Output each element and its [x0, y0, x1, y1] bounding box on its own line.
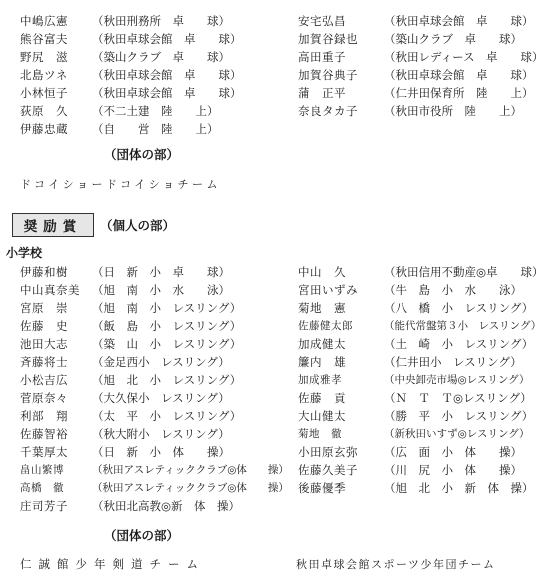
person-name: 後藤優季: [298, 481, 346, 495]
person-name: 加成雅孝: [298, 374, 342, 386]
list-item: [298, 263, 544, 281]
person-name: 佐藤健太郎: [298, 320, 353, 332]
list-item: [20, 461, 289, 479]
team-section-heading: （団体の部）: [104, 147, 180, 162]
affiliation: （築山クラブ 卓 球）: [384, 32, 522, 46]
affiliation: （金足西小 レスリング）: [92, 355, 230, 369]
list-item: [298, 371, 529, 389]
person-name: 小田原玄弥: [298, 445, 358, 459]
person-name: 荻原 久: [20, 104, 68, 118]
affiliation: （秋田アスレティッククラブ◎体 操）: [92, 482, 289, 494]
list-item: [20, 120, 219, 138]
person-name: 中山 久: [298, 265, 346, 279]
affiliation: （勝 平 小 レスリング）: [384, 409, 534, 423]
list-item: [20, 102, 219, 120]
team-section-heading: （団体の部）: [104, 528, 180, 543]
person-name: 斉藤将士: [20, 355, 68, 369]
affiliation: （秋田信用不動産◎卓 球）: [384, 265, 544, 279]
list-item: [20, 407, 241, 425]
person-name: 佐藤久美子: [298, 463, 358, 477]
team-name-right: 秋田卓球会館スポーツ少年団チーム: [296, 558, 496, 571]
affiliation: （秋田レディース 卓 球）: [384, 50, 544, 64]
award-title-box: 奨励賞: [12, 213, 94, 237]
affiliation: （秋田卓球会館 卓 球）: [384, 68, 534, 82]
affiliation: （不二土建 陸 上）: [92, 104, 219, 118]
list-item: [20, 425, 230, 443]
affiliation: （秋田卓球会館 卓 球）: [92, 86, 242, 100]
list-item: [20, 335, 241, 353]
list-item: [298, 425, 530, 443]
affiliation: （中央卸売市場◎レスリング）: [384, 374, 530, 386]
list-item: [298, 66, 534, 84]
list-item: [20, 30, 242, 48]
affiliation: （秋田市役所 陸 上）: [384, 104, 522, 118]
person-name: 高田重子: [298, 50, 346, 64]
affiliation: （旭 北 小 レスリング）: [92, 373, 242, 387]
affiliation: （飯 島 小 レスリング）: [92, 319, 242, 333]
person-name: 加成健太: [298, 337, 346, 351]
list-item: [20, 12, 230, 30]
affiliation: （秋田北高教◎新 体 操）: [92, 499, 241, 513]
affiliation: （大久保小 レスリング）: [92, 391, 230, 405]
list-item: [20, 443, 230, 461]
list-item: [20, 389, 230, 407]
affiliation: （旭 南 小 水 泳）: [92, 283, 230, 297]
affiliation: （築山クラブ 卓 球）: [92, 50, 230, 64]
affiliation: （自 営 陸 上）: [92, 122, 219, 136]
list-item: [20, 48, 230, 66]
person-name: 中嶋広憲: [20, 14, 68, 28]
person-name: 野尻 滋: [20, 50, 68, 64]
person-name: 蒲 正平: [298, 86, 346, 100]
list-item: [298, 102, 522, 120]
person-name: 伊藤和樹: [20, 265, 68, 279]
list-item: [20, 281, 230, 299]
list-item: [20, 299, 241, 317]
person-name: 庄司芳子: [20, 499, 68, 513]
affiliation: （川 尻 小 体 操）: [384, 463, 522, 477]
affiliation: （Ｎ Ｔ Ｔ◎レスリング）: [384, 391, 532, 405]
affiliation: （太 平 小 レスリング）: [92, 409, 242, 423]
person-name: 菅原奈々: [20, 391, 68, 405]
list-item: [298, 299, 533, 317]
person-name: 安宅弘昌: [298, 14, 346, 28]
affiliation: （築 山 小 レスリング）: [92, 337, 242, 351]
affiliation: （旭 北 小 新 体 操）: [384, 481, 534, 495]
list-item: [20, 479, 289, 497]
affiliation: （仁井田小 レスリング）: [384, 355, 522, 369]
school-level-label: 小学校: [6, 246, 43, 260]
person-name: 利部 翔: [20, 409, 68, 423]
person-name: 熊谷富夫: [20, 32, 68, 46]
person-name: 佐藤 貢: [298, 391, 346, 405]
list-item: [298, 84, 534, 102]
person-name: 伊藤忠蔵: [20, 122, 68, 136]
affiliation: （能代常盤第３小 レスリング）: [384, 320, 542, 332]
list-item: [298, 353, 522, 371]
affiliation: （秋田刑務所 卓 球）: [92, 14, 230, 28]
team-name-left: 仁誠館少年剣道チーム: [20, 557, 205, 571]
affiliation: （秋大附小 レスリング）: [92, 427, 230, 441]
affiliation: （秋田卓球会館 卓 球）: [92, 32, 242, 46]
list-item: [20, 84, 242, 102]
affiliation: （土 崎 小 レスリング）: [384, 337, 534, 351]
affiliation: （広 面 小 体 操）: [384, 445, 522, 459]
person-name: 小林恒子: [20, 86, 68, 100]
affiliation: （日 新 小 体 操）: [92, 445, 230, 459]
list-item: [20, 371, 241, 389]
affiliation: （日 新 小 卓 球）: [92, 265, 230, 279]
person-name: 畠山繁博: [20, 464, 64, 476]
list-item: [298, 335, 533, 353]
list-item: [298, 461, 522, 479]
list-item: [298, 317, 541, 335]
person-name: 中山真奈美: [20, 283, 80, 297]
person-name: 佐藤 史: [20, 319, 68, 333]
person-name: 加賀谷典子: [298, 68, 358, 82]
person-name: 千葉厚太: [20, 445, 68, 459]
person-name: 菊地 徹: [298, 428, 342, 440]
person-name: 北島ツネ: [20, 68, 68, 82]
list-item: [20, 263, 230, 281]
person-name: 奈良タカ子: [298, 104, 358, 118]
list-item: [298, 443, 522, 461]
affiliation: （八 橋 小 レスリング）: [384, 301, 534, 315]
list-item: [20, 353, 230, 371]
person-name: 簾内 雄: [298, 355, 346, 369]
affiliation: （秋田アスレティッククラブ◎体 操）: [92, 464, 289, 476]
person-name: 池田大志: [20, 337, 68, 351]
list-item: [20, 317, 241, 335]
list-item: [20, 66, 242, 84]
person-name: 加賀谷録也: [298, 32, 358, 46]
affiliation: （秋田卓球会館 卓 球）: [92, 68, 242, 82]
person-name: 小松吉広: [20, 373, 68, 387]
person-name: 高橋 徹: [20, 482, 64, 494]
list-item: [298, 48, 544, 66]
affiliation: （新秋田いすず◎レスリング）: [384, 428, 530, 440]
person-name: 菊地 憲: [298, 301, 346, 315]
affiliation: （秋田卓球会館 卓 球）: [384, 14, 534, 28]
affiliation: （仁井田保育所 陸 上）: [384, 86, 534, 100]
list-item: [298, 12, 534, 30]
person-name: 宮原 崇: [20, 301, 68, 315]
person-name: 佐藤智裕: [20, 427, 68, 441]
list-item: [20, 497, 240, 515]
list-item: [298, 407, 533, 425]
list-item: [298, 30, 522, 48]
person-name: 宮田いずみ: [298, 283, 358, 297]
award-category-label: （個人の部）: [100, 218, 176, 233]
list-item: [298, 389, 532, 407]
list-item: [298, 479, 534, 497]
person-name: 大山健太: [298, 409, 346, 423]
affiliation: （旭 南 小 レスリング）: [92, 301, 242, 315]
list-item: [298, 281, 522, 299]
team-name: ドコイショードコイショチーム: [20, 178, 222, 191]
affiliation: （牛 島 小 水 泳）: [384, 283, 522, 297]
